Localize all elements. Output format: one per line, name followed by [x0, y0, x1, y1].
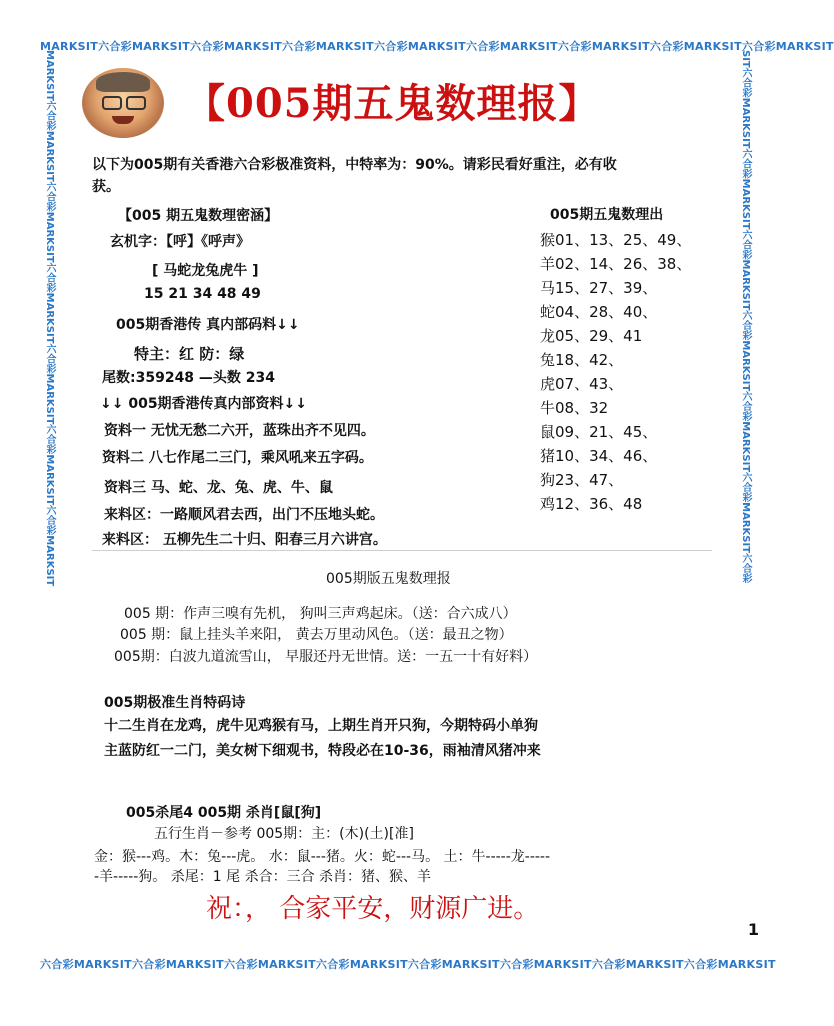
right-row: 鸡12、36、48 — [540, 495, 643, 513]
intro-line-2: 获。 — [92, 179, 120, 195]
border-right: SIT六合彩MARKSIT六合彩MARKSIT六合彩MARKSIT六合彩MARKSIT六合彩MARKSIT六合彩MARKSIT六合彩 — [740, 50, 751, 584]
right-row: 猴01、13、25、49、 — [540, 231, 692, 249]
poem-heading: 005期极准生肖特码诗 — [104, 695, 246, 711]
right-row: 牛08、32 — [540, 399, 609, 417]
tezhu-text: 特主：红 防：绿 — [134, 345, 245, 363]
right-row: 鼠09、21、45、 — [540, 423, 658, 441]
lailiao-1: 来料区：一路顺风君去西，出门不压地头蛇。 — [104, 507, 384, 523]
poem-line-2: 主蓝防红一二门，美女树下细观书，特段必在10-36，雨袖清风猪冲来 — [104, 743, 541, 759]
right-row: 虎07、43、 — [540, 375, 624, 393]
border-left: MARKSIT六合彩MARKSIT六合彩MARKSIT六合彩MARKSIT六合彩MARKSIT六合彩MARKSIT六合彩MARKSIT — [44, 50, 55, 587]
weishu-text: 尾数:359248 —头数 234 — [102, 370, 276, 386]
section-code-heading: 005期香港传 真内部码料↓↓ — [116, 317, 300, 333]
shawei-line: 005杀尾4 005期 杀肖[鼠[狗] — [126, 805, 322, 821]
right-row: 羊02、14、26、38、 — [540, 255, 692, 273]
xuanji-text: 玄机字：【呼】《呼声》 — [110, 234, 250, 250]
blessing-text: 祝：， 合家平安，财源广进。 — [206, 894, 540, 924]
wuxing-line-2: -羊-----狗。 杀尾：1 尾 杀合：三合 杀肖：猪、猴、羊 — [94, 869, 432, 885]
divider — [92, 550, 712, 551]
border-bottom: 六合彩MARKSIT六合彩MARKSIT六合彩MARKSIT六合彩MARKSIT六合彩MARKSIT六合彩MARKSIT六合彩MARKSIT六合彩MARKSIT — [40, 958, 776, 971]
ziliao-3: 资料三 马、蛇、龙、兔、虎、牛、鼠 — [104, 480, 333, 496]
page-title: 【005期五鬼数理报】 — [185, 80, 600, 127]
lailiao-2: 来料区： 五柳先生二十归、阳春三月六讲宫。 — [102, 532, 387, 548]
left-heading: 【005 期五鬼数理密涵】 — [118, 208, 279, 224]
number-list: 15 21 34 48 49 — [144, 286, 261, 302]
edition-line-2: 005 期：鼠上挂头羊来阳， 黄去万里动风色。（送：最丑之物） — [120, 627, 513, 643]
right-heading: 005期五鬼数理出 — [550, 207, 664, 223]
right-row: 马15、27、39、 — [540, 279, 658, 297]
section-data-heading: ↓↓ 005期香港传真内部资料↓↓ — [100, 396, 308, 412]
wuxing-line-1: 金：猴---鸡。木：兔---虎。 水：鼠---猪。火：蛇---马。 土：牛-----龙----- — [94, 849, 551, 865]
zodiac-list: [ 马蛇龙兔虎牛 ] — [152, 263, 259, 279]
ziliao-2: 资料二 八七作尾二三门，乘风吼来五字码。 — [102, 450, 373, 466]
right-row: 猪10、34、46、 — [540, 447, 658, 465]
intro-line-1: 以下为005期有关香港六合彩极准资料，中特率为：90%。请彩民看好重注，必有收 — [92, 157, 617, 173]
right-row: 蛇04、28、40、 — [540, 303, 658, 321]
poem-line-1: 十二生肖在龙鸡，虎牛见鸡猴有马，上期生肖开只狗，今期特码小单狗 — [104, 718, 538, 734]
ziliao-1: 资料一 无忧无愁二六开，蓝珠出齐不见四。 — [104, 423, 375, 439]
right-row: 龙05、29、41 — [540, 327, 643, 345]
wuxing-heading: 五行生肖－参考 005期：主：(木)(土)[准] — [154, 826, 414, 842]
right-row: 狗23、47、 — [540, 471, 624, 489]
edition-line-1: 005 期：作声三嗅有先机， 狗叫三声鸡起床。（送：合六成八） — [124, 606, 517, 622]
right-row: 兔18、42、 — [540, 351, 624, 369]
border-top: MARKSIT六合彩MARKSIT六合彩MARKSIT六合彩MARKSIT六合彩MARKSIT六合彩MARKSIT六合彩MARKSIT六合彩MARKSIT六合彩MARKSIT — [40, 40, 834, 53]
avatar — [82, 68, 164, 138]
page-number: 1 — [747, 920, 759, 939]
edition-line-3: 005期：白波九道流雪山， 早服还丹无世情。送：一五一十有好料） — [114, 649, 538, 665]
edition-heading: 005期版五鬼数理报 — [326, 571, 451, 587]
